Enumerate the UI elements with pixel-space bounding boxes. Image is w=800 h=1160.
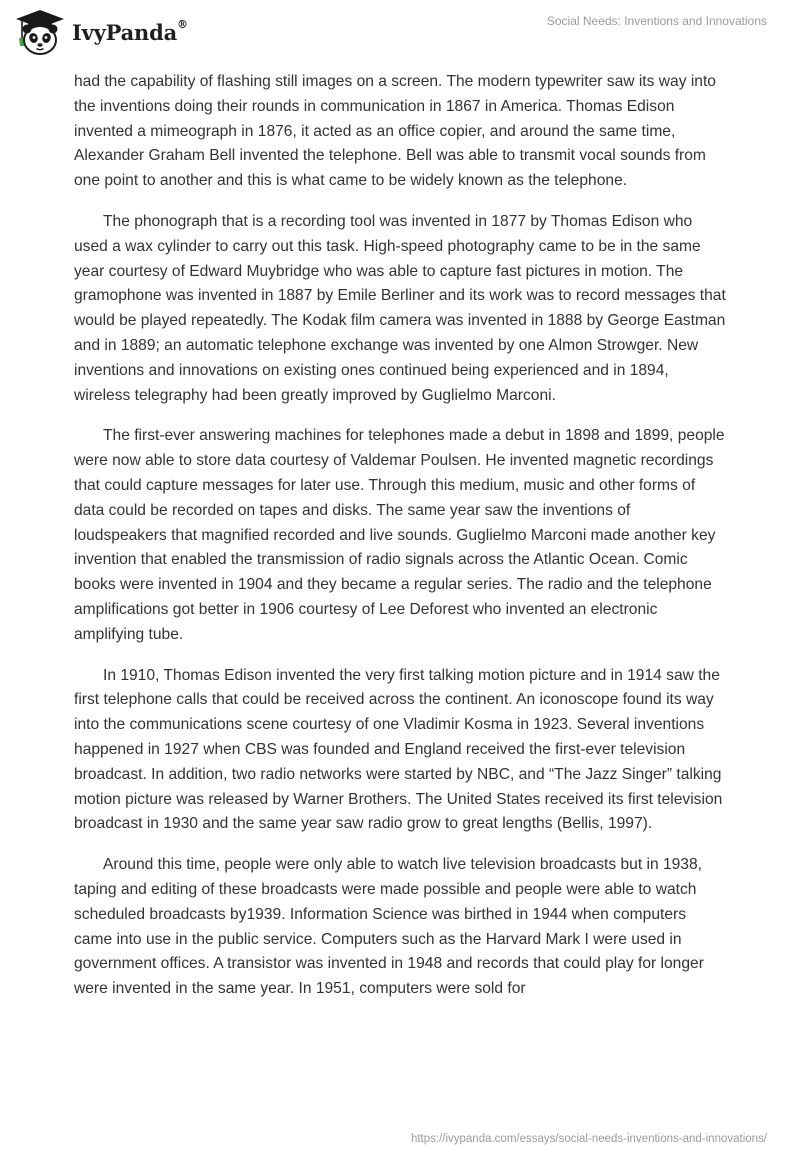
paragraph-1: had the capability of flashing still images on a screen. The modern typewriter saw its way into the inventions doing their rounds in communication in 1867 in America. Thomas Edison invented a mimeograph in 1876, it acted as an office copier, and around the same time, Alexander Graham Bell invented the telephone. Bell was able to transmit vocal sounds from one point to another and this is what came to be widely known as the telephone. (74, 73, 716, 190)
paragraph-2: The phonograph that is a recording tool was invented in 1877 by Thomas Edison who used a wax cylinder to carry out this task. High-speed photography came to be in the same year courtesy of Edward Muybridge who was able to capture fast pictures in motion. The gramophone was invented in 1887 by Emile Berliner and its work was to record messages that would be played repeatedly. The Kodak film camera was invented in 1888 by George Eastman and in 1889; an automatic telephone exchange was invented by one Almon Strowger. New inventions and innovations on existing ones continued being experienced and in 1894, wireless telegraphy had been greatly improved by Guglielmo Marconi. (74, 212, 726, 404)
brand-name: IvyPanda® (72, 17, 188, 45)
essay-body (74, 70, 726, 1018)
document-title: Social Needs: Inventions and Innovations (546, 14, 767, 28)
paragraph-4: In 1910, Thomas Edison invented the very first talking motion picture and in 1914 saw the first telephone calls that could be received across the continent. An iconoscope found its way into the communications scene courtesy of one Vladimir Kosma in 1923. Several inventions happened in 1927 when CBS was founded and England received the first-ever television broadcast. In addition, two radio networks were started by NBC, and “The Jazz Singer” talking motion picture was released by Warner Brothers. The United States received its first television broadcast in 1930 and the same year saw radio grow to great lengths (Bellis, 1997). (74, 666, 723, 833)
paragraph-5: Around this time, people were only able to watch live television broadcasts but in 1938, taping and editing of these broadcasts were made possible and people were able to watch scheduled broadcasts by1939. Information Science was birthed in 1944 when computers came into use in the public service. Computers such as the Harvard Mark I were used in government offices. A transistor was invented in 1948 and records that could play for longer were invented in the same year. In 1951, computers were sold for (74, 856, 704, 998)
paragraph-3: The first-ever answering machines for telephones made a debut in 1898 and 1899, people were now able to store data courtesy of Valdemar Poulsen. He invented magnetic recordings that could capture messages for later use. Through this medium, music and other forms of data could be recorded on tapes and disks. The same year saw the inventions of loudspeakers that magnified recorded and live sounds. Guglielmo Marconi made another key invention that enabled the transmission of radio signals across the Atlantic Ocean. Comic books were invented in 1904 and they became a regular series. The radio and the telephone amplifications got better in 1906 courtesy of Lee Deforest who invented an electronic amplifying tube. (74, 427, 725, 643)
page-header (0, 0, 800, 70)
brand-logo[interactable] (14, 8, 188, 56)
registered-mark: ® (177, 17, 188, 31)
panda-logo-icon (14, 8, 66, 56)
source-url-link[interactable]: https://ivypanda.com/essays/social-needs-inventions-and-innovations/ (410, 1133, 767, 1145)
